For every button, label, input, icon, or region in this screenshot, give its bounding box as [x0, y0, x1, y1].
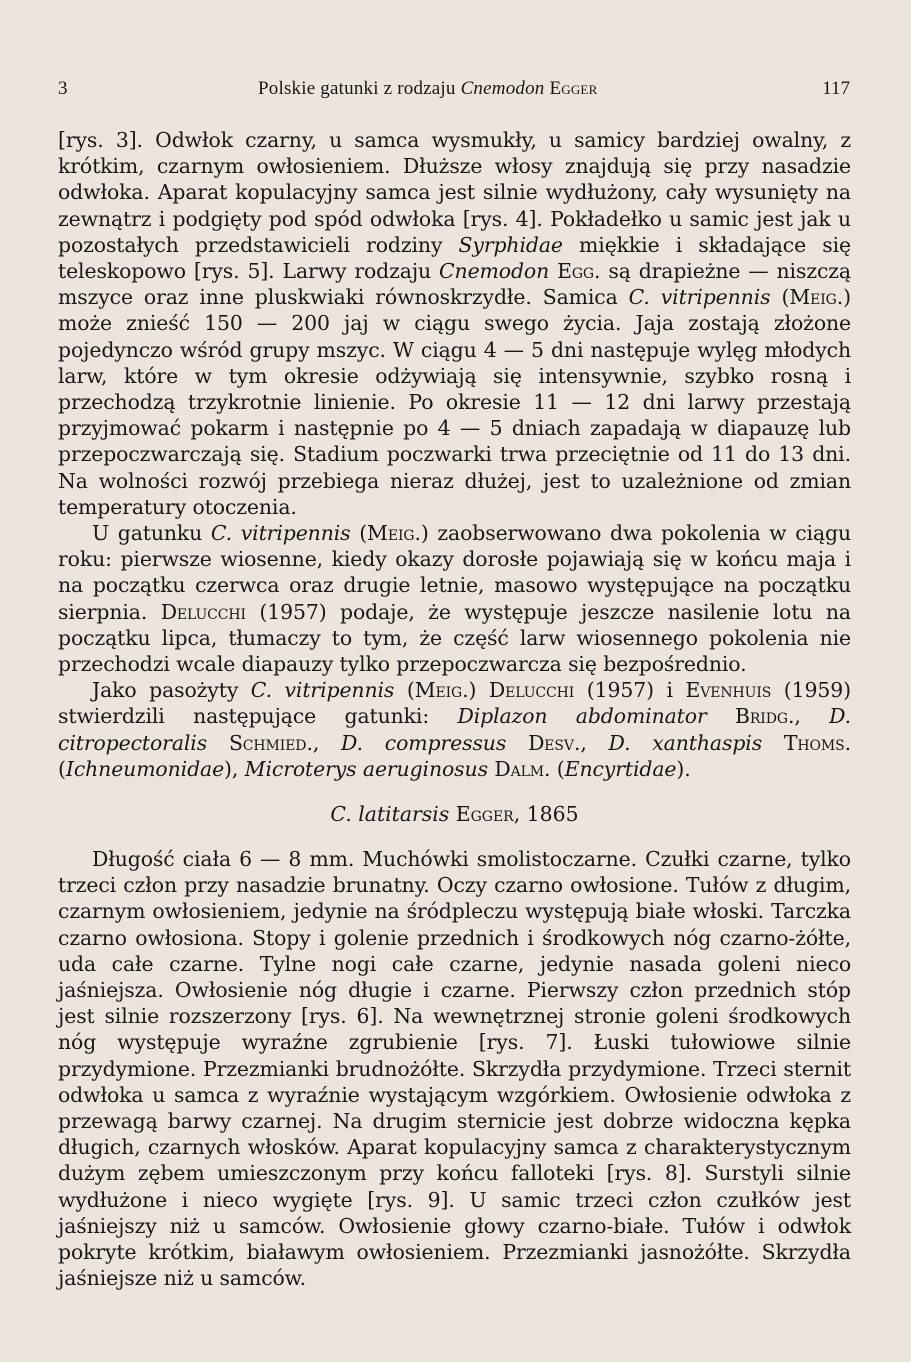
- italic-run: Syrphidae: [458, 232, 563, 257]
- italic-run: Microterys aeruginosus: [244, 756, 488, 781]
- text-run: .,: [787, 704, 830, 729]
- running-title-author: Egger: [549, 78, 598, 99]
- text-run: [762, 731, 784, 755]
- text-run: ),: [224, 756, 245, 781]
- italic-run: Ichneumonidae: [65, 756, 225, 781]
- italic-run: C. vitripennis: [628, 285, 771, 310]
- text-run: .) zaobserwowano dwa pokolenia w ciągu roku: pierwsze wiosenne, kiedy okazy dorosłe pojawiają się w końcu maja i na początku czerwca oraz drugie letnie, masowo występujące na początku sierpnia.: [58, 521, 851, 624]
- small-caps-run: Evenhuis: [685, 678, 772, 703]
- text-run: Długość ciała 6 — 8 mm. Muchówki smolistoczarne. Czułki czarne, tylko trzeci człon przy nasadzie brunatny. Oczy czarno owłosione. Tułów z długim, czarnym owłosieniem, jedynie na śródpleczu występują białe włoski. Tarczka czarno owłosiona. Stopy i golenie przednich i środkowych nóg czarno-żółte, uda całe czarne. Tylne nogi całe czarne, jedynie nasada goleni nieco jaśniejsza. Owłosienie nóg długie i czarne. Pierwszy człon przednich stóp jest silnie rozszerzony [rys. 6]. Na wewnętrznej stronie goleni środkowych nóg występuje wyraźne zgrubienie [rys. 7]. Łuski tułowiowe silnie przydymione. Przezmianki brudnożółte. Skrzydła przydymione. Trzeci sternit odwłoka u samca z wyraźnie wystającym wzgórkiem. Owłosienie odwłoka z przewagą barwy czarnej. Na drugim sternicie jest dobrze widoczna kępka długich, czarnych włosków. Aparat kopulacyjny samca z charakterystycznym dużym zębem umieszczonym przy końcu falloteki [rys. 8]. Surstyli silnie wydłużone i nieco wygięte [rys. 9]. U samic trzeci człon czułków jest jaśniejszy niż u samców. Owłosienie głowy czarno-białe. Tułów i odwłok pokryte krótkim, białawym owłosieniem. Przezmianki jasnożółte. Skrzydła jaśniejsze niż u samców.: [58, 847, 851, 1291]
- small-caps-run: Delucchi: [488, 678, 575, 703]
- text-run: U gatunku: [92, 521, 211, 546]
- italic-run: Encyrtidae: [564, 756, 677, 781]
- text-run: .,: [573, 730, 609, 755]
- text-run: ).: [676, 756, 691, 781]
- species-heading: [58, 801, 851, 827]
- page-header: [58, 78, 850, 106]
- text-run: .): [462, 678, 489, 703]
- italic-run: C. vitripennis: [250, 678, 395, 703]
- text-run: . (: [58, 730, 852, 781]
- italic-run: D. citropectoralis: [58, 704, 851, 755]
- text-run: . są drapieżne — niszczą mszyce oraz inne pluskwiaki równoskrzydłe. Samica: [58, 259, 851, 310]
- running-title-genus: Cnemodon: [460, 78, 545, 99]
- small-caps-run: Meig: [789, 285, 837, 310]
- italic-run: C. vitripennis: [210, 521, 351, 546]
- small-caps-run: Bridg: [734, 704, 788, 729]
- text-run: (: [350, 521, 368, 546]
- text-run: (: [394, 678, 415, 703]
- text-run: [549, 259, 557, 283]
- small-caps-run: Meig: [414, 678, 463, 703]
- running-title: [258, 78, 597, 100]
- small-caps-run: Schmied: [228, 730, 307, 755]
- text-run: (1957) podaje, że występuje jeszcze nasilenie lotu na początku lipca, tłumaczy to tym, że część larw wiosennego pokolenia nie przechodzi wcale diapauzy tylko przepoczwarcza się bezpośrednio.: [58, 599, 851, 677]
- text-run: (: [770, 285, 790, 310]
- italic-run: Cnemodon: [439, 259, 550, 284]
- text-run: [506, 731, 528, 755]
- small-caps-run: Egg: [557, 259, 595, 284]
- text-run: . (: [544, 756, 565, 781]
- text-run: [rys. 3]. Odwłok czarny, u samca wysmukły, u samicy bardziej owalny, z krótkim, czarnym owłosieniem. Dłuższe włosy znajdują się przy nasadzie odwłoka. Aparat kopulacyjny samca jest silnie wydłużony, cały wysunięty na zewnątrz i podgięty pod spód odwłoka [rys. 4]. Pokładełko u samic jest jak u pozostałych przedstawicieli rodziny: [58, 128, 851, 257]
- paragraph: [58, 846, 851, 1291]
- running-title-text: Polskie gatunki z rodzaju: [258, 78, 461, 99]
- text-run: .) może znieść 150 — 200 jaj w ciągu swego życia. Jaja zostają złożone pojedynczo wśród grupy mszyc. W ciągu 4 — 5 dni następuje wylęg młodych larw, które w tym okresie odżywiają się intensywnie, szybko rosną i przechodzą trzykrotnie linienie. Po okresie 11 — 12 dni larwy przestają przyjmować pokarm i następnie po 4 — 5 dniach zapadają w diapauzę lub przepoczwarczają się. Stadium poczwarki trwa przeciętnie od 11 do 13 dni. Na wolności rozwój przebiega nieraz dłużej, jest to uzależnione od zmian temperatury otoczenia.: [58, 285, 851, 519]
- text-run: (1959) stwierdzili następujące gatunki:: [58, 678, 852, 729]
- body-text-block: [58, 127, 851, 782]
- italic-run: D. xanthaspis: [608, 730, 763, 755]
- species-author: Egger: [455, 802, 514, 826]
- small-caps-run: Delucchi: [160, 599, 246, 624]
- paragraph: [58, 127, 851, 520]
- italic-run: Diplazon abdominator: [457, 704, 707, 729]
- text-run: [207, 731, 229, 755]
- small-caps-run: Desv: [528, 730, 574, 755]
- paragraph: [58, 520, 851, 677]
- text-run: Jako pasożyty: [92, 678, 251, 703]
- paragraph: [58, 677, 851, 782]
- species-year: , 1865: [513, 802, 579, 826]
- text-run: [707, 704, 735, 728]
- small-caps-run: Meig: [367, 521, 415, 546]
- text-run: .,: [306, 730, 342, 755]
- small-caps-run: Dalm: [494, 756, 545, 781]
- text-run: (1957) i: [574, 678, 686, 703]
- species-description-block: [58, 846, 851, 1291]
- species-name: C. latitarsis: [330, 802, 450, 826]
- italic-run: D. compressus: [341, 730, 507, 755]
- small-caps-run: Thoms: [783, 730, 845, 755]
- section-number: 3: [58, 78, 68, 99]
- page-number: 117: [822, 78, 850, 99]
- text-run: miękkie i składające się teleskopowo [rys. 5]. Larwy rodzaju: [58, 232, 851, 284]
